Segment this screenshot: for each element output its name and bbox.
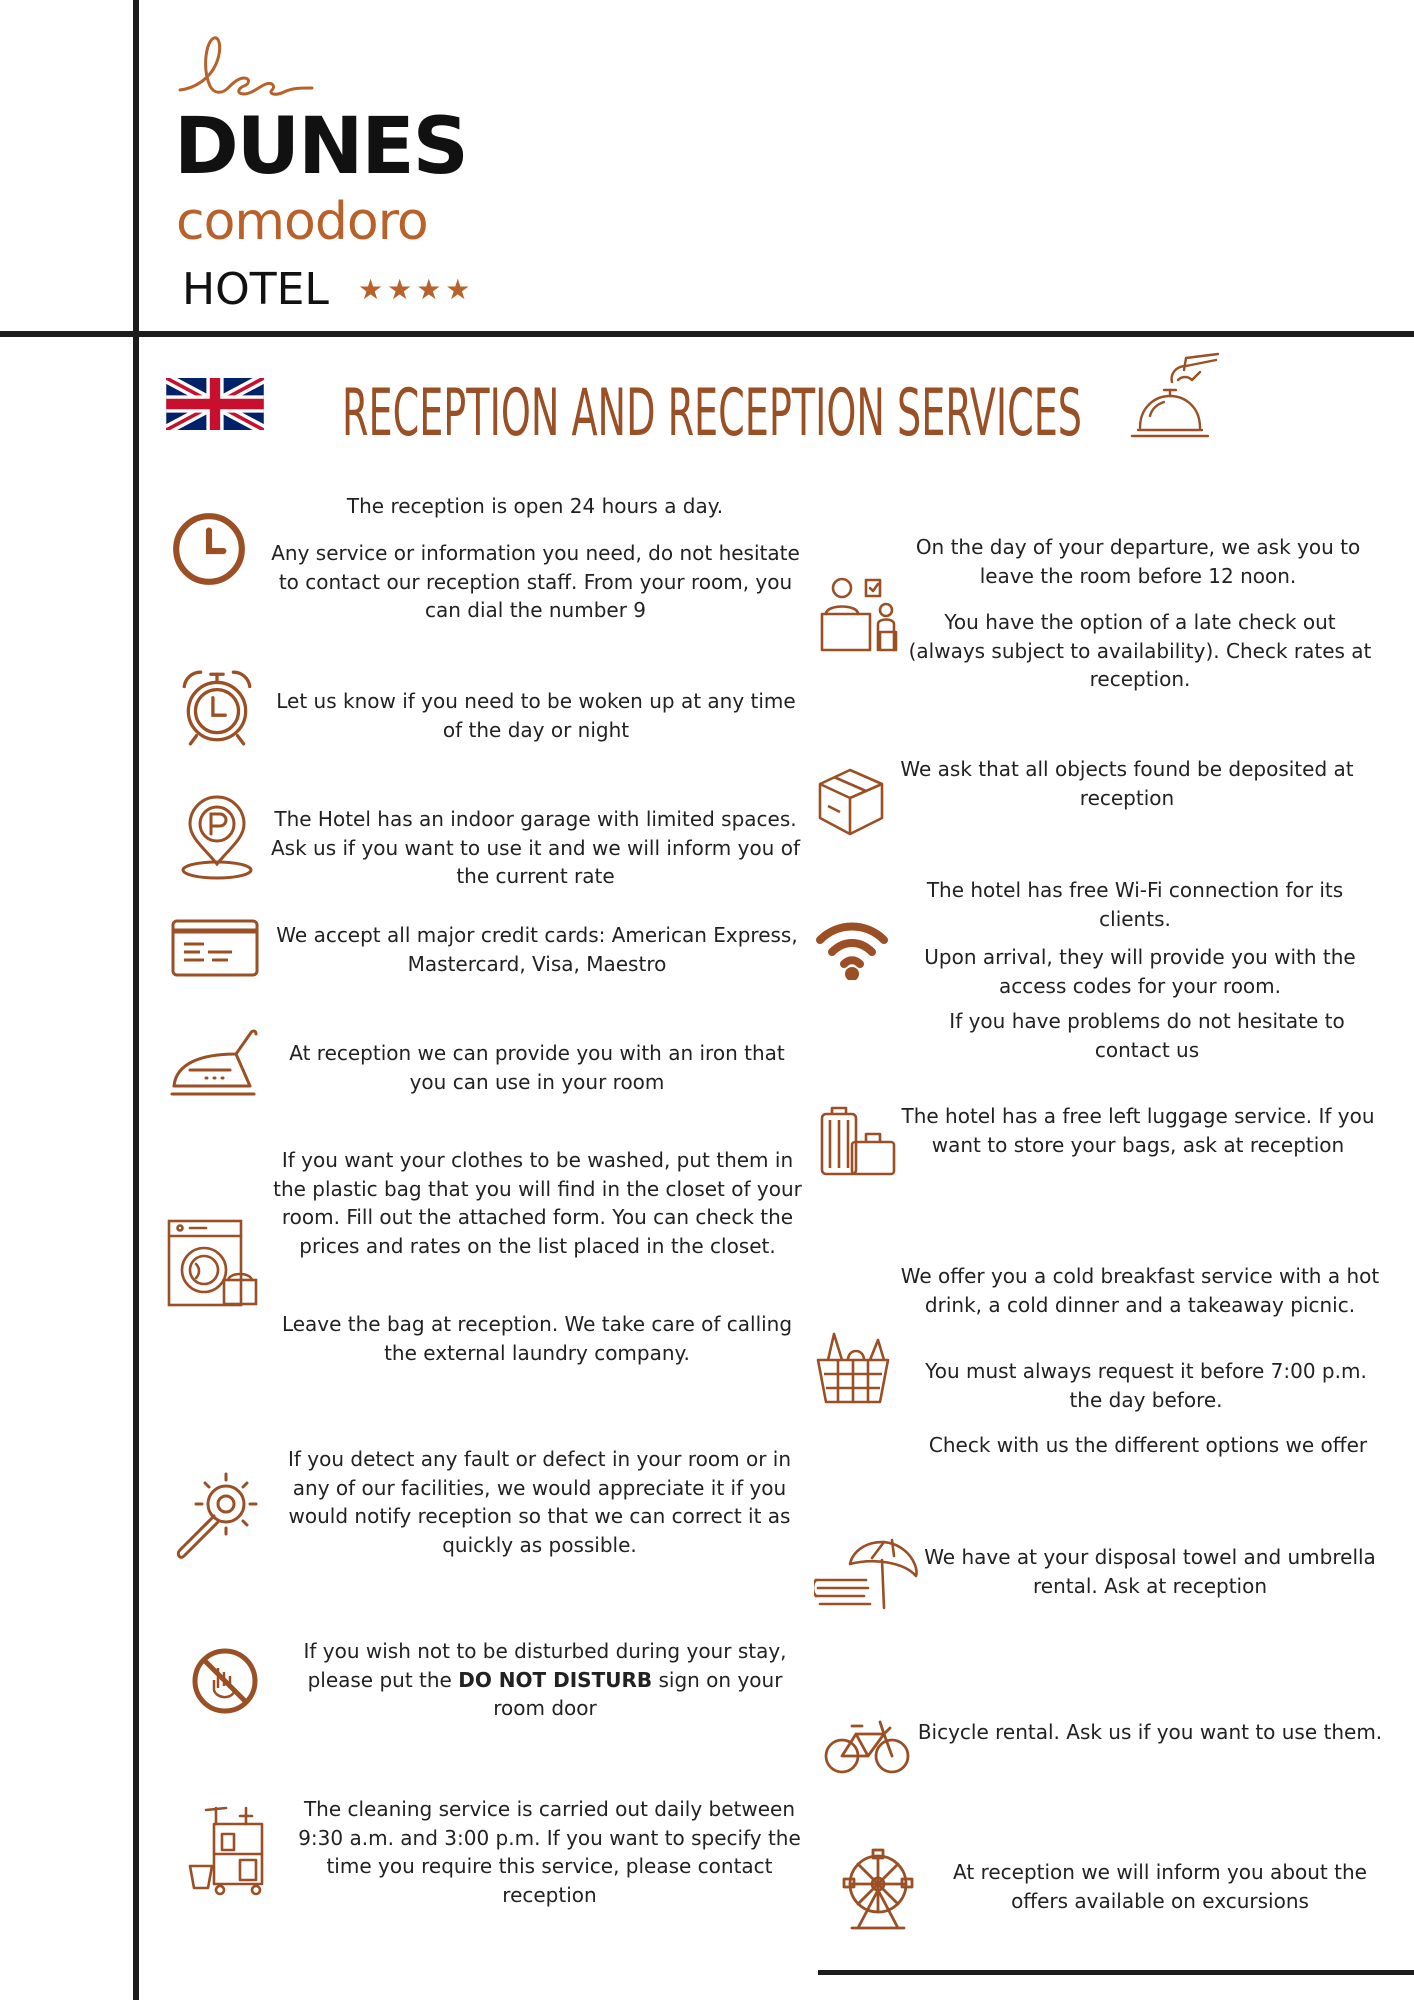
picnic-basket-icon [814,1330,892,1406]
laundry-text-2: Leave the bag at reception. We take care of calling the external laundry company. [281,1312,793,1365]
uk-flag-icon [166,378,264,430]
iron-icon [170,1024,260,1100]
washing-machine-icon [166,1218,260,1310]
logo-les-script [176,28,316,108]
dnd-text-before: If you wish not to be disturbed during your stay, please put the [303,1639,787,1692]
clock-icon [168,508,250,590]
reception-hours-text: The reception is open 24 hours a day. [346,494,724,518]
bicycle-icon [824,1718,910,1776]
departure-text-2: You have the option of a late check out (always subject to availability). Check rates at reception. [908,610,1372,691]
wifi-icon [814,918,890,980]
alarm-clock-icon [176,664,258,750]
luggage-text: The hotel has a free left luggage service. If you want to store your bags, ask at reception [901,1104,1375,1157]
reception-contact-text: Any service or information you need, do not hesitate to contact our reception staff. From your room, you can dial the number 9 [271,541,800,622]
bicycle-text: Bicycle rental. Ask us if you want to use them. [917,1720,1383,1744]
maintenance-wrench-icon [170,1470,260,1562]
excursions-text: At reception we will inform you about the offers available on excursions [953,1860,1367,1913]
do-not-disturb-text [280,1637,810,1723]
wifi-text-1: The hotel has free Wi-Fi connection for its clients. [926,878,1344,931]
ferris-wheel-icon [838,1846,918,1930]
reception-bell-icon [1126,352,1222,442]
breakfast-text-1: We offer you a cold breakfast service with a hot drink, a cold dinner and a takeaway picnic. [900,1264,1380,1317]
page-title-text: RECEPTION AND RECEPTION SERVICES [342,374,1082,442]
bottom-divider [818,1970,1414,1975]
wake-up-call-text: Let us know if you need to be woken up at any time of the day or night [276,689,796,742]
credit-card-icon [170,918,260,980]
logo-dunes: DUNES [174,102,467,192]
credit-cards-text: We accept all major credit cards: American Express, Mastercard, Visa, Maestro [276,923,798,976]
fault-report-text: If you detect any fault or defect in your room or in any of our facilities, we would appreciate it if you would notify reception so that we can correct it as quickly as possible. [287,1447,792,1557]
rating-stars: ★★★★ [358,273,475,306]
logo-hotel: HOTEL [182,264,329,315]
cleaning-text: The cleaning service is carried out daily between 9:30 a.m. and 3:00 p.m. If you want to specify the time you require this service, please contact reception [298,1797,801,1907]
vertical-divider [133,0,139,2000]
towel-umbrella-text: We have at your disposal towel and umbrella rental. Ask at reception [924,1545,1376,1598]
departure-text-1: On the day of your departure, we ask you to leave the room before 12 noon. [915,535,1361,588]
logo-comodoro: comodoro [176,192,428,252]
dnd-text-after: sign on your room door [493,1667,783,1720]
dnd-text-bold: DO NOT DISTURB [458,1667,653,1692]
page-title [332,370,1092,442]
parking-icon [174,794,260,882]
beach-umbrella-icon [814,1536,924,1610]
wifi-text-2: Upon arrival, they will provide you with the access codes for your room. [924,945,1356,998]
wifi-text-3: If you have problems do not hesitate to contact us [949,1009,1345,1062]
lost-objects-text: We ask that all objects found be deposited at reception [900,757,1354,810]
horizontal-divider [0,331,1414,337]
cleaning-cart-icon [186,1804,276,1896]
garage-text: The Hotel has an indoor garage with limited spaces. Ask us if you want to use it and we will inform you of the current rate [271,807,800,888]
breakfast-text-3: Check with us the different options we offer [928,1433,1368,1457]
do-not-disturb-icon [190,1646,260,1716]
luggage-icon [818,1106,898,1178]
laundry-text-1: If you want your clothes to be washed, put them in the plastic bag that you will find in the closet of your room. Fill out the attached form. You can check the prices and rates on the list placed in the closet. [273,1148,802,1258]
breakfast-text-2: You must always request it before 7:00 p.m. the day before. [925,1359,1367,1412]
iron-text: At reception we can provide you with an iron that you can use in your room [289,1041,785,1094]
reception-desk-icon [818,574,902,654]
